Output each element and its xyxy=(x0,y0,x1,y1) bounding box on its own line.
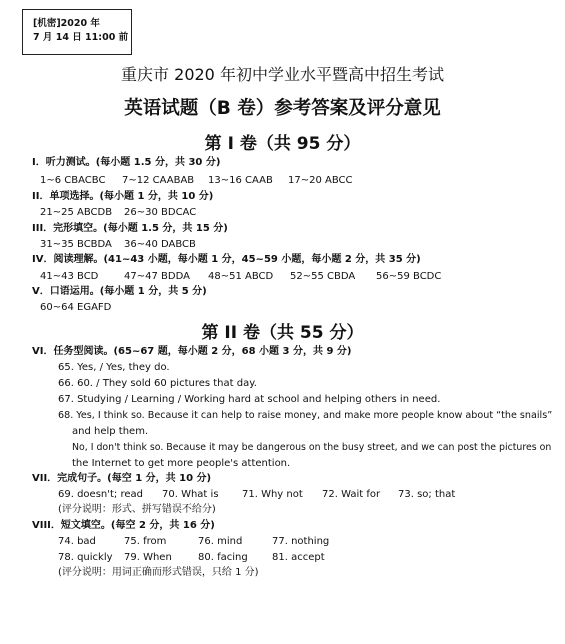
confidential-line-1: [机密]2020 年 xyxy=(33,18,100,29)
exam-title: 重庆市 2020 年初中学业水平暨高中招生考试 xyxy=(121,65,444,84)
answer-item: 52~55 CBDA xyxy=(290,271,356,282)
section-5-heading: V．口语运用。(每小题 1 分，共 5 分) xyxy=(32,286,207,297)
answer-68-line-3: No, I don't think so. Because it may be dangerous on the busy street, and we can post the pictures on xyxy=(72,442,552,453)
answer-item: 31~35 BCBDA xyxy=(40,239,112,250)
section-4-answers xyxy=(40,270,550,284)
answer-66: 66. 60. / They sold 60 pictures that day. xyxy=(58,378,257,389)
answer-item: 1~6 CBACBC xyxy=(40,175,106,186)
section-7-answers xyxy=(58,488,538,502)
section-2-heading: II．单项选择。(每小题 1 分，共 10 分) xyxy=(32,191,214,202)
confidential-line-2: 7 月 14 日 11:00 前 xyxy=(33,32,129,43)
answer-item: 74. bad xyxy=(58,536,96,547)
section-6-heading: VI．任务型阅读。(65~67 题，每小题 2 分，68 小题 3 分，共 9 分) xyxy=(32,346,352,357)
answer-65: 65. Yes, / Yes, they do. xyxy=(58,362,170,373)
answer-67: 67. Studying / Learning / Working hard at school and helping others in need. xyxy=(58,394,441,405)
section-7-heading: VII．完成句子。(每空 1 分，共 10 分) xyxy=(32,473,212,484)
answer-item: 7~12 CAABAB xyxy=(122,175,195,186)
answer-item: 73. so; that xyxy=(398,489,456,500)
part-2-title: 第 II 卷（共 55 分） xyxy=(201,323,364,343)
answer-68-line-2: and help them. xyxy=(72,426,149,437)
answer-item: 48~51 ABCD xyxy=(208,271,274,282)
section-3-answers xyxy=(40,238,540,252)
document-title: 英语试题（B 卷）参考答案及评分意见 xyxy=(124,98,441,119)
answer-item: 47~47 BDDA xyxy=(124,271,190,282)
answer-item: 77. nothing xyxy=(272,536,330,547)
answer-item: 41~43 BCD xyxy=(40,271,99,282)
answer-item: 17~20 ABCC xyxy=(288,175,353,186)
part-1-title: 第 I 卷（共 95 分） xyxy=(204,134,361,154)
answer-item: 13~16 CAAB xyxy=(208,175,273,186)
answer-item: 56~59 BCDC xyxy=(376,271,442,282)
answer-item: 69. doesn't; read xyxy=(58,489,143,500)
section-7-note: (评分说明：形式、拼写错误不给分) xyxy=(58,504,216,515)
answer-item: 71. Why not xyxy=(242,489,303,500)
answer-item: 75. from xyxy=(124,536,167,547)
answer-item: 26~30 BDCAC xyxy=(124,207,197,218)
answer-item: 81. accept xyxy=(272,552,325,563)
answer-item: 36~40 DABCB xyxy=(124,239,196,250)
section-8-heading: VIII．短文填空。(每空 2 分，共 16 分) xyxy=(32,520,215,531)
confidential-box xyxy=(22,9,132,55)
answer-68-line-1: 68. Yes, I think so. Because it can help to raise money, and make more people know about “the snails” xyxy=(58,410,553,421)
answer-item: 21~25 ABCDB xyxy=(40,207,113,218)
answer-item: 70. What is xyxy=(162,489,219,500)
section-4-heading: IV．阅读理解。(41~43 小题，每小题 1 分，45~59 小题，每小题 2 分，共 35 分) xyxy=(32,254,421,265)
section-8-row-2 xyxy=(58,551,538,565)
section-1-answers xyxy=(40,174,540,188)
answer-item: 72. Wait for xyxy=(322,489,381,500)
section-5-answers: 60~64 EGAFD xyxy=(40,302,112,313)
answer-item: 79. When xyxy=(124,552,172,563)
section-2-answers xyxy=(40,206,540,220)
section-8-row-1 xyxy=(58,535,538,549)
section-1-heading: I．听力测试。(每小题 1.5 分，共 30 分) xyxy=(32,157,221,168)
section-3-heading: III．完形填空。(每小题 1.5 分，共 15 分) xyxy=(32,223,228,234)
answer-item: 76. mind xyxy=(198,536,243,547)
answer-item: 80. facing xyxy=(198,552,248,563)
answer-item: 78. quickly xyxy=(58,552,113,563)
answer-68-line-4: the Internet to get more people's attention. xyxy=(72,458,291,469)
section-8-note: (评分说明：用词正确而形式错误，只给 1 分) xyxy=(58,567,259,578)
